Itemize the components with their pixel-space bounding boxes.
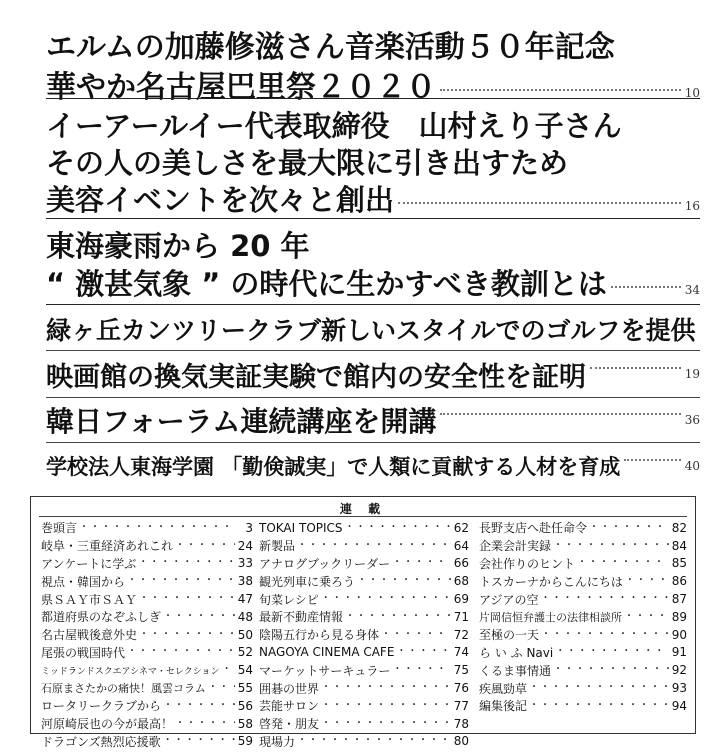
series-title: 連 載	[339, 502, 387, 516]
feature-title-line: その人の美しさを最大限に引き出すため	[46, 146, 569, 178]
page-number: 40	[684, 459, 700, 473]
feature-title-line: エルムの加藤修滋さん音楽活動５０年記念	[46, 30, 615, 62]
page-number: 34	[684, 283, 700, 297]
divider	[46, 304, 700, 305]
series-item[interactable]: くるま事情通 ・・・・・・・・・・・・・・・・・・・・・・・・・・・・・・・ 92	[479, 661, 687, 679]
leader-dots	[624, 459, 680, 461]
series-item[interactable]: 岐阜・三重経済あれこれ ・・・・・・・・・・・・・・・・・・・・・・・・・・・・・・・ 24	[41, 537, 253, 555]
series-item[interactable]: 疾風勁草 ・・・・・・・・・・・・・・・・・・・・・・・・・・・・・・・ 93	[479, 679, 687, 697]
series-item[interactable]: アジアの空 ・・・・・・・・・・・・・・・・・・・・・・・・・・・・・・・ 87	[479, 590, 687, 608]
series-item[interactable]: 県ＳＡＹ市ＳＡＹ ・・・・・・・・・・・・・・・・・・・・・・・・・・・・・・・ 47	[41, 590, 253, 608]
series-item[interactable]: 視点・韓国から ・・・・・・・・・・・・・・・・・・・・・・・・・・・・・・・ 38	[41, 572, 253, 590]
feature-title-line: 東海豪雨から 20 年	[46, 229, 310, 262]
series-item[interactable]: 片岡信恒弁護士の法律相談所 ・・・・・・・・・・・・・・・・・・・・・・・・・・・・・・・ 89	[479, 608, 687, 626]
series-item[interactable]: 新製品 ・・・・・・・・・・・・・・・・・・・・・・・・・・・・・・・ 64	[259, 537, 469, 555]
series-item[interactable]: 現場力 ・・・・・・・・・・・・・・・・・・・・・・・・・・・・・・・ 80	[259, 733, 469, 751]
feature-article-5[interactable]	[46, 352, 700, 396]
feature-title-line: イーアールイー代表取締役 山村えり子さん	[46, 109, 622, 141]
series-item[interactable]: ミッドランドスクエアシネマ・セレクション ・・・・・・・・・・・・・・・・・・・・・・・・・・・・・・・ 54	[41, 661, 253, 679]
feature-article-2[interactable]	[46, 104, 700, 215]
page-number: 10	[684, 86, 700, 100]
feature-article-7[interactable]	[46, 444, 700, 488]
series-item[interactable]: 河原崎辰也の今が最高！ ・・・・・・・・・・・・・・・・・・・・・・・・・・・・・・・ 58	[41, 715, 253, 733]
series-item[interactable]: 観光列車に乗ろう ・・・・・・・・・・・・・・・・・・・・・・・・・・・・・・・ 68	[259, 572, 469, 590]
feature-article-1[interactable]	[46, 22, 700, 102]
series-item[interactable]: 企業会計実録 ・・・・・・・・・・・・・・・・・・・・・・・・・・・・・・・ 84	[479, 537, 687, 555]
series-item[interactable]: NAGOYA CINEMA CAFE ・・・・・・・・・・・・・・・・・・・・・・・・・・・・・・・ 74	[259, 644, 469, 662]
leader-dots	[398, 202, 681, 204]
series-item[interactable]: 囲碁の世界 ・・・・・・・・・・・・・・・・・・・・・・・・・・・・・・・ 76	[259, 679, 469, 697]
series-item[interactable]: 名古屋戦後意外史 ・・・・・・・・・・・・・・・・・・・・・・・・・・・・・・・ 50	[41, 626, 253, 644]
leader-dots	[440, 89, 681, 91]
series-item[interactable]: ドラゴンズ熱烈応援歌 ・・・・・・・・・・・・・・・・・・・・・・・・・・・・・・・ 59	[41, 733, 253, 751]
divider	[46, 98, 700, 99]
series-column-1	[41, 519, 253, 750]
series-item[interactable]: マーケットサーキュラー ・・・・・・・・・・・・・・・・・・・・・・・・・・・・・・・ 75	[259, 661, 469, 679]
feature-article-6[interactable]	[46, 399, 700, 441]
feature-title-line: 緑ヶ丘カンツリークラブ新しいスタイルでのゴルフを提供	[46, 308, 700, 350]
divider	[46, 442, 700, 443]
feature-title-line: 学校法人東海学園 「勤倹誠実」で人類に貢献する人材を育成 40	[46, 454, 700, 479]
page-number: 36	[684, 413, 700, 427]
leader-dots	[440, 413, 680, 415]
feature-title-line: 韓日フォーラム連続講座を開講 36	[46, 405, 700, 438]
series-item[interactable]: ら い ふ Navi ・・・・・・・・・・・・・・・・・・・・・・・・・・・・・・・ 91	[479, 644, 687, 662]
series-item[interactable]: トスカーナからこんにちは ・・・・・・・・・・・・・・・・・・・・・・・・・・・・・・・ 86	[479, 572, 687, 590]
feature-article-3[interactable]	[46, 224, 700, 300]
leader-dots	[590, 367, 681, 369]
feature-title-line: “ 激甚気象 ” の時代に生かすべき教訓とは 34	[46, 267, 700, 300]
page-number: 19	[684, 367, 700, 381]
series-item[interactable]: 芸能サロン ・・・・・・・・・・・・・・・・・・・・・・・・・・・・・・・ 77	[259, 697, 469, 715]
series-item[interactable]: 石原まさたかの痛快！風雲コラム ・・・・・・・・・・・・・・・・・・・・・・・・・・・・・・・ 55	[41, 679, 253, 697]
series-item[interactable]: 陰陽五行から見る身体 ・・・・・・・・・・・・・・・・・・・・・・・・・・・・・・・ 72	[259, 626, 469, 644]
leader-dots	[611, 286, 681, 288]
series-item[interactable]: 編集後記 ・・・・・・・・・・・・・・・・・・・・・・・・・・・・・・・ 94	[479, 697, 687, 715]
divider	[46, 218, 700, 219]
series-item[interactable]: アナログブックリーダー ・・・・・・・・・・・・・・・・・・・・・・・・・・・・・・・ 66	[259, 555, 469, 573]
series-box	[30, 496, 696, 749]
feature-title-line: 美容イベントを次々と創出 16	[46, 183, 700, 215]
series-item[interactable]: 最新不動産情報 ・・・・・・・・・・・・・・・・・・・・・・・・・・・・・・・ 71	[259, 608, 469, 626]
series-item[interactable]: 至極の一天 ・・・・・・・・・・・・・・・・・・・・・・・・・・・・・・・ 90	[479, 626, 687, 644]
series-item[interactable]: 都道府県のなぞふしぎ ・・・・・・・・・・・・・・・・・・・・・・・・・・・・・・・ 48	[41, 608, 253, 626]
series-item[interactable]: 尾張の戦国時代 ・・・・・・・・・・・・・・・・・・・・・・・・・・・・・・・ 52	[41, 644, 253, 662]
series-item[interactable]: ロータリークラブから ・・・・・・・・・・・・・・・・・・・・・・・・・・・・・・・ 56	[41, 697, 253, 715]
series-item[interactable]: 長野支店へ赴任命令 ・・・・・・・・・・・・・・・・・・・・・・・・・・・・・・・ 82	[479, 519, 687, 537]
feature-title-line: 華やか名古屋巴里祭２０２０ 10	[46, 70, 700, 102]
series-item[interactable]: 巻頭言 ・・・・・・・・・・・・・・・・・・・・・・・・・・・・・・・ 3	[41, 519, 253, 537]
feature-article-4[interactable]	[46, 308, 700, 350]
page-number: 16	[684, 199, 700, 213]
divider	[46, 397, 700, 398]
series-column-2	[259, 519, 469, 750]
series-title-rule	[39, 516, 687, 517]
series-item[interactable]: 旬菜レシピ ・・・・・・・・・・・・・・・・・・・・・・・・・・・・・・・ 69	[259, 590, 469, 608]
series-item[interactable]: 啓発・朋友 ・・・・・・・・・・・・・・・・・・・・・・・・・・・・・・・ 78	[259, 715, 469, 733]
series-item[interactable]: 会社作りのヒント ・・・・・・・・・・・・・・・・・・・・・・・・・・・・・・・ 85	[479, 555, 687, 573]
series-column-3	[479, 519, 687, 715]
divider	[46, 350, 700, 351]
series-item[interactable]: アンケートに学ぶ ・・・・・・・・・・・・・・・・・・・・・・・・・・・・・・・ 33	[41, 555, 253, 573]
feature-title-line: 映画館の換気実証実験で館内の安全性を証明 19	[46, 361, 700, 393]
series-item[interactable]: TOKAI TOPICS ・・・・・・・・・・・・・・・・・・・・・・・・・・・・・・・ 62	[259, 519, 469, 537]
